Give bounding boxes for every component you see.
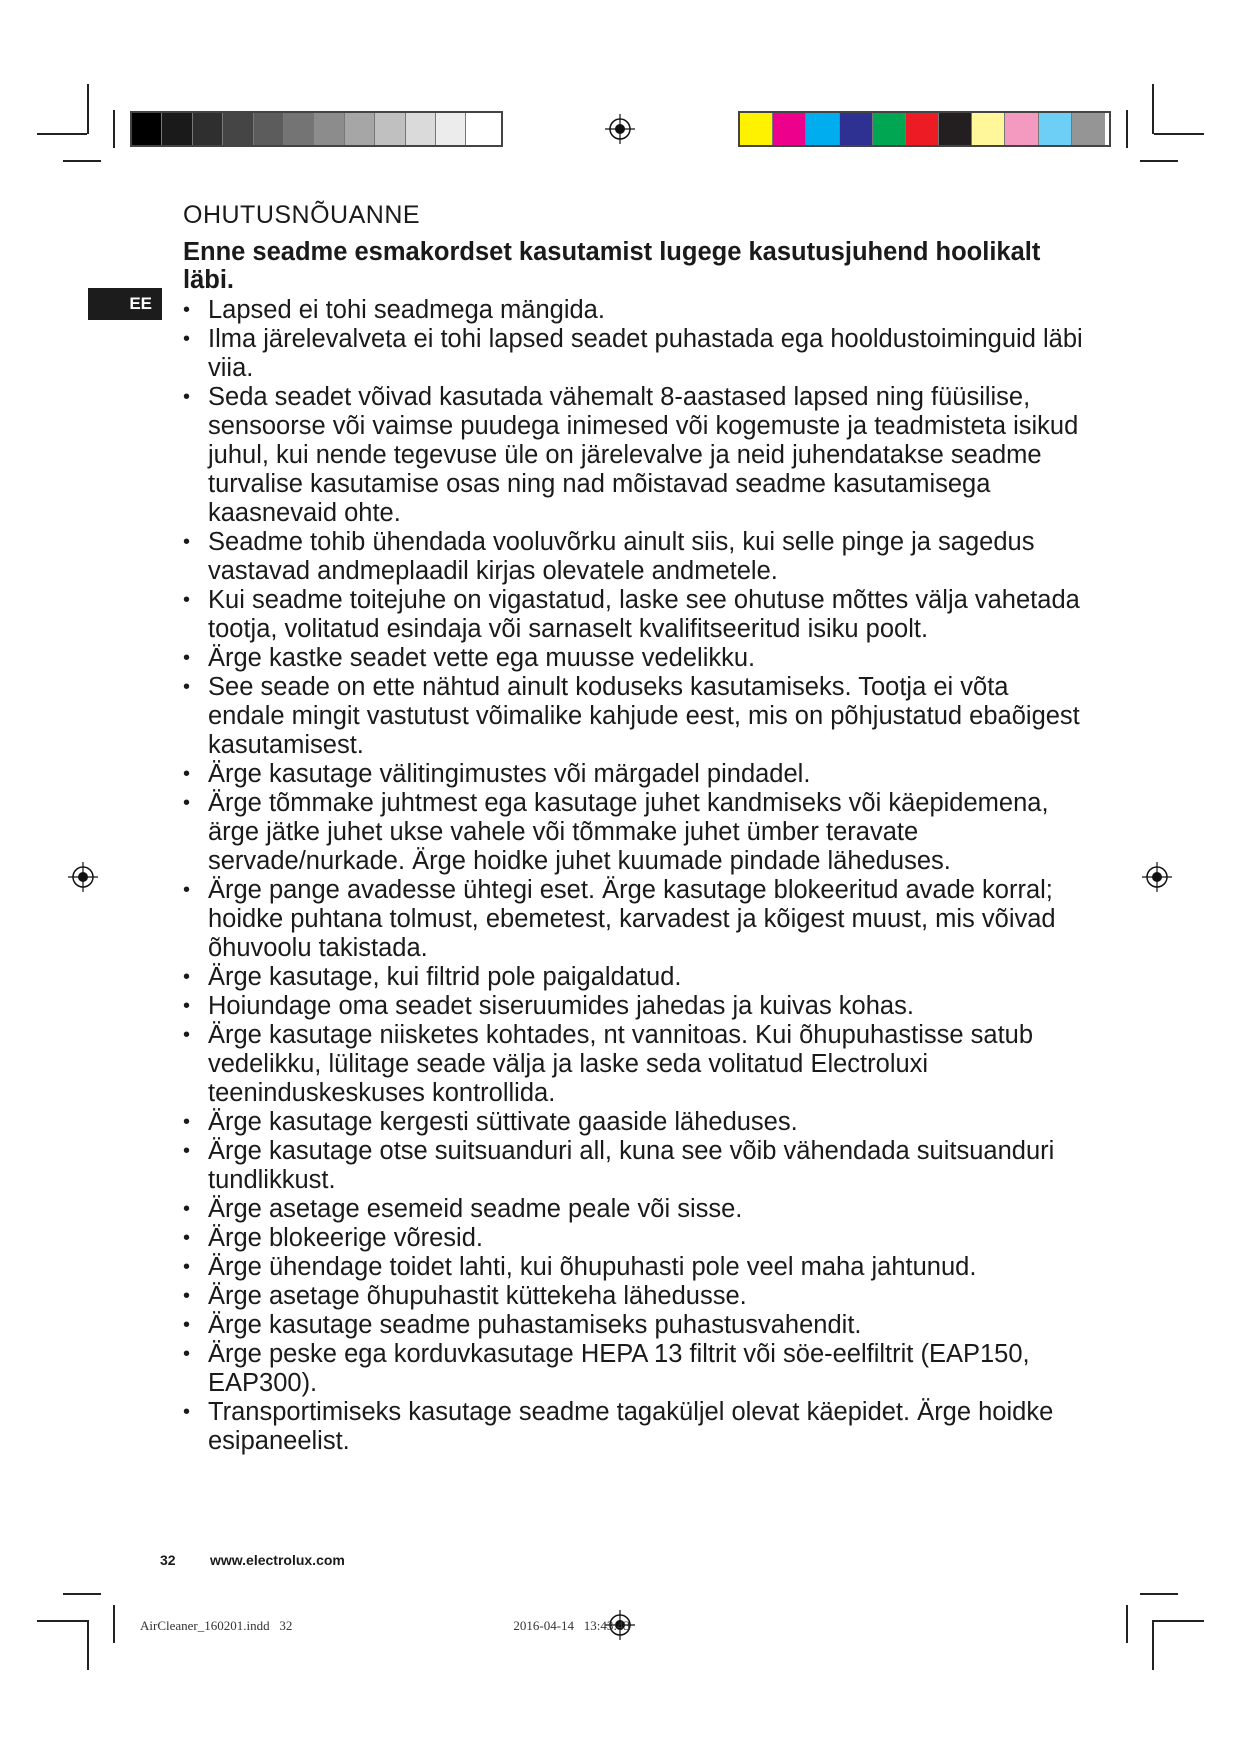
list-item-text: Seda seadet võivad kasutada vähemalt 8-aastased lapsed ning füüsilise, sensoorse või vaimse puudega inimesed või kogemuste ja teadmisteta isikud juhul, kui nende tegevuse üle on järelevalve ja neid juhendatakse seadme turvalise kasutamise osas ning nad mõistavad seadme kasutamisega kaasnevaid ohte.: [208, 383, 1079, 527]
bullet-marker: •: [183, 531, 191, 553]
grayscale-color-bar: [130, 111, 503, 147]
list-item-text: Kui seadme toitejuhe on vigastatud, laske see ohutuse mõttes välja vahetada tootja, volitatud esindaja või sarnaselt kvalifitseeritud isiku poolt.: [208, 586, 1080, 643]
list-item: [183, 1282, 1083, 1311]
list-item-text: Ärge kasutage, kui filtrid pole paigaldatud.: [208, 963, 682, 991]
registration-target-icon: [1142, 862, 1172, 892]
color-swatch: [466, 113, 496, 145]
color-swatch: [1039, 113, 1072, 145]
list-item: [183, 963, 1083, 992]
list-item: [183, 1398, 1083, 1456]
list-item-text: See seade on ette nähtud ainult koduseks kasutamiseks. Tootja ei võta endale mingit vastutust võimalike kahjude eest, mis on põhjustatud ebaõigest kasutamisest.: [208, 673, 1080, 759]
color-swatch: [375, 113, 405, 145]
list-item-text: Ärge kasutage seadme puhastamiseks puhastusvahendit.: [208, 1311, 862, 1339]
bullet-marker: •: [183, 1227, 191, 1249]
crop-mark: [1152, 1620, 1154, 1670]
crop-mark: [1154, 133, 1204, 135]
list-item-text: Ärge asetage esemeid seadme peale või sisse.: [208, 1195, 743, 1223]
list-item: [183, 1137, 1083, 1195]
color-swatch: [906, 113, 939, 145]
bullet-marker: •: [183, 386, 191, 408]
crop-mark: [87, 84, 89, 134]
list-item-text: Ärge blokeerige võresid.: [208, 1224, 483, 1252]
safety-section: [183, 200, 1083, 1456]
crop-mark: [1126, 110, 1128, 148]
color-swatch: [1005, 113, 1038, 145]
color-swatch: [284, 113, 314, 145]
bullet-marker: •: [183, 1343, 191, 1365]
bullet-marker: •: [183, 1314, 191, 1336]
color-swatch: [806, 113, 839, 145]
list-item-text: Hoiundage oma seadet siseruumides jahedas ja kuivas kohas.: [208, 992, 914, 1020]
bullet-marker: •: [183, 1140, 191, 1162]
color-swatch: [873, 113, 906, 145]
list-item-text: Ärge kasutage välitingimustes või märgadel pindadel.: [208, 760, 811, 788]
crop-mark: [1140, 1593, 1178, 1595]
list-item: [183, 296, 1083, 325]
list-item: [183, 383, 1083, 528]
print-slug: AirCleaner_160201.indd 32 2016-04-14 13:43:43: [140, 1618, 630, 1633]
list-item: [183, 876, 1083, 963]
bullet-marker: •: [183, 328, 191, 350]
list-item-text: Ärge kastke seadet vette ega muusse vedelikku.: [208, 644, 756, 672]
website-link: www.electrolux.com: [210, 1552, 345, 1568]
list-item-text: Lapsed ei tohi seadmega mängida.: [208, 296, 605, 324]
color-swatch: [132, 113, 162, 145]
color-swatch: [773, 113, 806, 145]
list-item: [183, 586, 1083, 644]
bullet-marker: •: [183, 299, 191, 321]
list-item-text: Ärge peske ega korduvkasutage HEPA 13 filtrit või söe-eelfiltrit (EAP150, EAP300).: [208, 1340, 1030, 1397]
list-item: [183, 1253, 1083, 1282]
color-swatch: [1072, 113, 1105, 145]
list-item: [183, 1195, 1083, 1224]
bullet-marker: •: [183, 995, 191, 1017]
page-number: 32: [160, 1552, 176, 1568]
list-item: [183, 1108, 1083, 1137]
bullet-marker: •: [183, 763, 191, 785]
list-item-text: Ilma järelevalveta ei tohi lapsed seadet puhastada ega hooldustoiminguid läbi viia.: [208, 325, 1083, 382]
bullet-marker: •: [183, 1111, 191, 1133]
section-heading: OHUTUSNÕUANNE: [183, 201, 421, 229]
list-item-text: Ärge ühendage toidet lahti, kui õhupuhasti pole veel maha jahtunud.: [208, 1253, 977, 1281]
crop-mark: [1126, 1605, 1128, 1643]
bullet-marker: •: [183, 879, 191, 901]
list-item: [183, 528, 1083, 586]
crop-mark: [113, 1605, 115, 1643]
list-item: [183, 1021, 1083, 1108]
crop-mark: [1152, 84, 1154, 134]
crop-mark: [37, 1620, 87, 1622]
color-swatch: [162, 113, 192, 145]
list-item-text: Seadme tohib ühendada vooluvõrku ainult siis, kui selle pinge ja sagedus vastavad andmeplaadil kirjas olevatele andmetele.: [208, 528, 1035, 585]
list-item: [183, 1340, 1083, 1398]
registration-target-icon: [68, 862, 98, 892]
crop-mark: [113, 110, 115, 148]
list-item: [183, 1311, 1083, 1340]
color-swatch: [345, 113, 375, 145]
crop-mark: [37, 133, 87, 135]
color-swatch: [972, 113, 1005, 145]
bullet-marker: •: [183, 1024, 191, 1046]
color-swatch: [193, 113, 223, 145]
list-item-text: Ärge kasutage kergesti süttivate gaaside läheduses.: [208, 1108, 798, 1136]
color-swatch: [939, 113, 972, 145]
intro-warning: Enne seadme esmakordset kasutamist lugege kasutusjuhend hoolikalt läbi.: [183, 238, 1041, 294]
list-item-text: Ärge pange avadesse ühtegi eset. Ärge kasutage blokeeritud avade korral; hoidke puhtana tolmust, ebemetest, karvadest ja kõigest muust, mis võivad õhuvoolu takistada.: [208, 876, 1056, 962]
list-item-text: Ärge asetage õhupuhastit küttekeha lähedusse.: [208, 1282, 747, 1310]
crop-mark: [1154, 1620, 1204, 1622]
list-item: [183, 992, 1083, 1021]
bullet-marker: •: [183, 676, 191, 698]
crop-mark: [63, 160, 101, 162]
bullet-marker: •: [183, 647, 191, 669]
list-item: [183, 673, 1083, 760]
list-item-text: Transportimiseks kasutage seadme tagaküljel olevat käepidet. Ärge hoidke esipaneelist.: [208, 1398, 1054, 1455]
list-item-text: Ärge kasutage otse suitsuanduri all, kuna see võib vähendada suitsuanduri tundlikkust.: [208, 1137, 1055, 1194]
list-item: [183, 644, 1083, 673]
bullet-marker: •: [183, 589, 191, 611]
crop-mark: [63, 1593, 101, 1595]
process-color-bar: [738, 111, 1111, 147]
list-item-text: Ärge tõmmake juhtmest ega kasutage juhet kandmiseks või käepidemena, ärge jätke juhet ukse vahele või tõmmake juhet ümber teravate servade/nurkade. Ärge hoidke juhet kuumade pindade läheduses.: [208, 789, 1049, 875]
list-item: [183, 325, 1083, 383]
language-tab: EE: [88, 288, 162, 320]
color-swatch: [254, 113, 284, 145]
color-swatch: [436, 113, 466, 145]
bullet-marker: •: [183, 1198, 191, 1220]
bullet-marker: •: [183, 1401, 191, 1423]
bullet-marker: •: [183, 1285, 191, 1307]
color-swatch: [740, 113, 773, 145]
color-swatch: [406, 113, 436, 145]
list-item: [183, 789, 1083, 876]
bullet-marker: •: [183, 966, 191, 988]
safety-list: [183, 296, 1083, 1456]
bullet-marker: •: [183, 1256, 191, 1278]
color-swatch: [314, 113, 344, 145]
crop-mark: [87, 1620, 89, 1670]
registration-target-icon: [605, 114, 635, 144]
color-swatch: [223, 113, 253, 145]
list-item-text: Ärge kasutage niisketes kohtades, nt vannitoas. Kui õhupuhastisse satub vedelikku, lülitage seade välja ja laske seda volitatud Electroluxi teeninduskeskuses kontrollida.: [208, 1021, 1034, 1107]
list-item: [183, 1224, 1083, 1253]
bullet-marker: •: [183, 792, 191, 814]
crop-mark: [1140, 160, 1178, 162]
list-item: [183, 760, 1083, 789]
color-swatch: [840, 113, 873, 145]
